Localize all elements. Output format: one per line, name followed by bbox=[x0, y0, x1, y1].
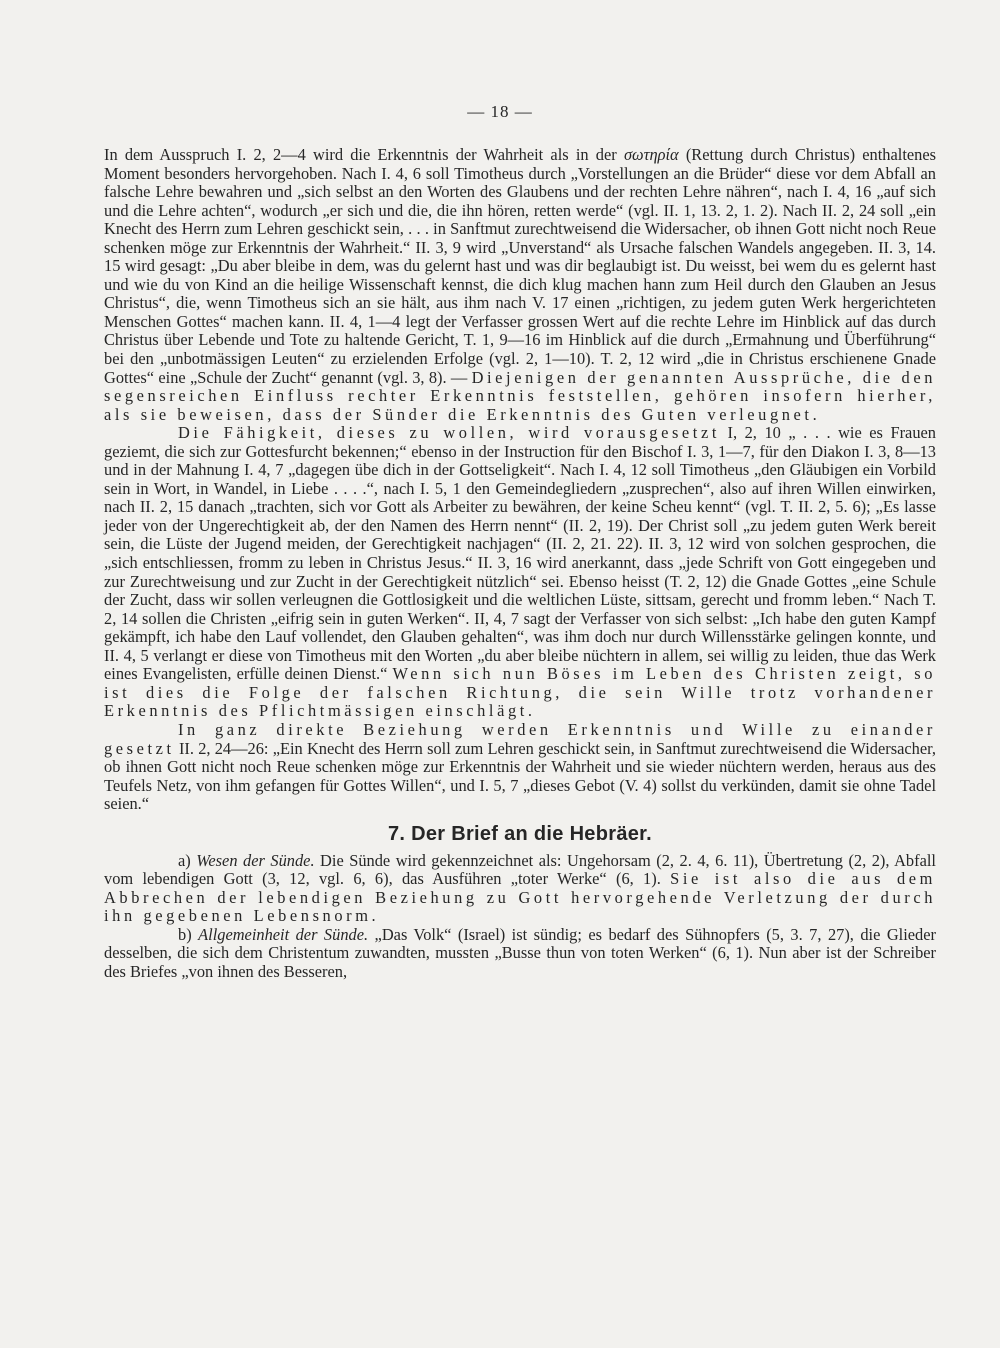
paragraph-3 bbox=[104, 721, 936, 814]
text-run: b) bbox=[178, 924, 199, 944]
body-text bbox=[104, 146, 936, 982]
paragraph-4 bbox=[104, 852, 936, 926]
spaced-emphasis-text: In ganz direkte Beziehung werden Erkenntnis und Wille zu einander gesetzt bbox=[104, 719, 936, 758]
text-run: σωτηρία bbox=[623, 145, 679, 164]
paragraph-1 bbox=[104, 146, 936, 424]
italic-subheading: Wesen der Sünde. bbox=[196, 850, 315, 870]
page-number: — 18 — bbox=[467, 102, 533, 121]
paragraph-2 bbox=[104, 424, 936, 721]
italic-subheading: Allgemeinheit der Sünde. bbox=[198, 924, 369, 944]
text-run: (Rettung durch Christus) enthaltenes Moment besonders hervorgehoben. Nach I. 4, 6 soll Timotheus durch „Vorstellungen an die Brüder“ diese vor dem Abfall an falsche Lehre bewahren und „sich selbst an den Worten des Glaubens und der rechten Lehre nähren“, nach I. 4, 16 „auf sich und die Lehre achten“, wodurch „er sich und die, die ihn hören, retten werde“ (vgl. II. 1, 13. 2, 1. 2). Nach II. 2, 24 soll „ein Knecht des Herrn zum Lehren geschickt sein, . . . in Sanftmut zurechtweisend die Widersacher, ob ihnen Gott nicht noch Reue schenken möge zur Erkenntnis der Wahrheit.“ II. 3, 9 wird „Unverstand“ als Ursache falschen Wandels angegeben. II. 3, 14. 15 wird gesagt: „Du aber bleibe in dem, was du gelernt hast und was dir beglaubigt ist. Du weisst, bei wem du es gelernt hast und wie du von Kind an die heilige Wissenschaft kennst, die dich klug machen hann zum Heil durch den Glauben an Jesus Christus“, die, wenn Timotheus sich an sie hält, aus ihm nach V. 17 einen „richtigen, zu jedem guten Werk hergerichteten Menschen Gottes“ machen kann. II. 4, 1—4 legt der Verfasser grossen Wert auf die rechte Lehre im Hinblick auf das durch Christus über Lebende und Tote zu haltende Gericht, T. 1, 9—16 im Hinblick auf die durch „Ermahnung und Überführung“ bei den „unbotmässigen Leuten“ zu erzielenden Erfolge (vgl. 2, 1—10). T. 2, 12 wird „die in Christus erschienene Gnade Gottes“ eine „Schule der Zucht“ genannt (vgl. 3, 8). — bbox=[104, 145, 936, 387]
text-run: II. 2, 24—26: „Ein Knecht des Herrn soll zum Lehren geschickt sein, in Sanftmut zurechtweisend die Widersacher, ob ihnen Gott nicht noch Reue schenken möge zur Erkenntnis der Wahrheit und sie wieder nüchtern werden, heraus aus des Teufels Netz, von ihm gefangen für Gottes Willen“, und I. 5, 7 „dieses Gebot (V. 4) sollst du verkünden, damit sie ohne Tadel seien.“ bbox=[104, 738, 936, 814]
text-run: Die Sünde wird gekennzeichnet als: Ungehorsam (2, 2. 4, 6. 11), Übertretung (2, 2), Abfall vom lebendigen Gott (3, 12, vgl. 6, 6), das Ausführen „toter Werke“ (6, 1). bbox=[104, 850, 936, 889]
text-run: a) bbox=[178, 850, 197, 870]
spaced-emphasis-text: Die Fähigkeit, dieses zu wollen, wird vorausgesetzt bbox=[178, 423, 720, 443]
text-run: I, 2, 10 „ . . . wie es Frauen geziemt, die sich zur Gottesfurcht bekennen;“ ebenso in der Instruction für den Bischof I. 3, 1—7, für den Diakon I. 3, 8—13 und in der Mahnung I. 4, 7 „dagegen übe dich in der Gottseligkeit“. Nach I. 4, 12 soll Timotheus „den Gläubigen ein Vorbild sein in Wort, in Wandel, in Liebe . . . .“, nach I. 5, 1 den Gemeindegliedern „zusprechen“, also auf ihren Willen einwirken, nach II. 2, 15 danach „trachten, sich vor Gott als Arbeiter zu bewähren, der keine Scheu kennt“ (vgl. T. II. 2, 5. 6); „Es lasse jeder von der Ungerechtigkeit ab, der den Namen des Herrn nennt“ (II. 2, 19). Der Christ soll „zu jedem guten Werk bereit sein, die Lüste der Jugend meiden, der Gerechtigkeit nachjagen“ (II. 2, 21. 22). II. 3, 12 wird von solchen gesprochen, die „sich entschliessen, fromm zu leben in Christus Jesus.“ II. 3, 16 wird anerkannt, dass „jede Schrift von Gott eingegeben und zur Zurechtweisung und zur Zucht in der Gerechtigkeit nützlich“ sei. Ebenso heisst (T. 2, 12) die Gnade Gottes „eine Schule der Zucht, dass wir sollen verleugnen die Gottlosigkeit und die weltlichen Lüste, sittsam, gerecht und fromm leben.“ Nach T. 2, 14 sollen die Christen „eifrig sein in guten Werken“. II, 4, 7 sagt der Verfasser von sich selbst: „Ich habe den guten Kampf gekämpft, ich habe den Lauf vollendet, den Glauben gehalten“, was ihm doch nur durch Willensstärke gelingen konnte, und II. 4, 5 verlangt er diese von Timotheus mit den Worten „du aber bleibe nüchtern in allem, sei willig zu leiden, thue das Werk eines Evangelisten, erfülle deinen Dienst.“ bbox=[104, 423, 936, 684]
spaced-emphasis-text: Diejenigen der genannten Aussprüche, die den segensreichen Einfluss rechter Erkenntnis feststellen, gehören insofern hierher, als sie beweisen, dass der Sünder die Erkenntnis des Guten verleugnet. bbox=[104, 367, 936, 424]
text-run: In dem Ausspruch I. 2, 2—4 wird die Erkenntnis der Wahrheit als in der bbox=[104, 145, 624, 164]
paragraph-5 bbox=[104, 926, 936, 982]
text-run: „Das Volk“ (Israel) ist sündig; es bedarf des Sühnopfers (5, 3. 7, 27), die Glieder desselben, die sich dem Christentum zuwandten, mussten „Busse thun von toten Werken“ (6, 1). Nun aber ist der Schreiber des Briefes „von ihnen des Besseren, bbox=[104, 924, 936, 981]
spaced-emphasis-text: Sie ist also die aus dem Abbrechen der lebendigen Beziehung zu Gott hervorgehende Verletzung der durch ihn gegebenen Lebensnorm. bbox=[104, 869, 936, 926]
spaced-emphasis-text: Wenn sich nun Böses im Leben des Christen zeigt, so ist dies die Folge der falschen Richtung, die sein Wille trotz vorhandener Erkenntnis des Pflichtmässigen einschlägt. bbox=[104, 664, 937, 721]
section-heading: 7. Der Brief an die Hebräer. bbox=[387, 822, 653, 845]
